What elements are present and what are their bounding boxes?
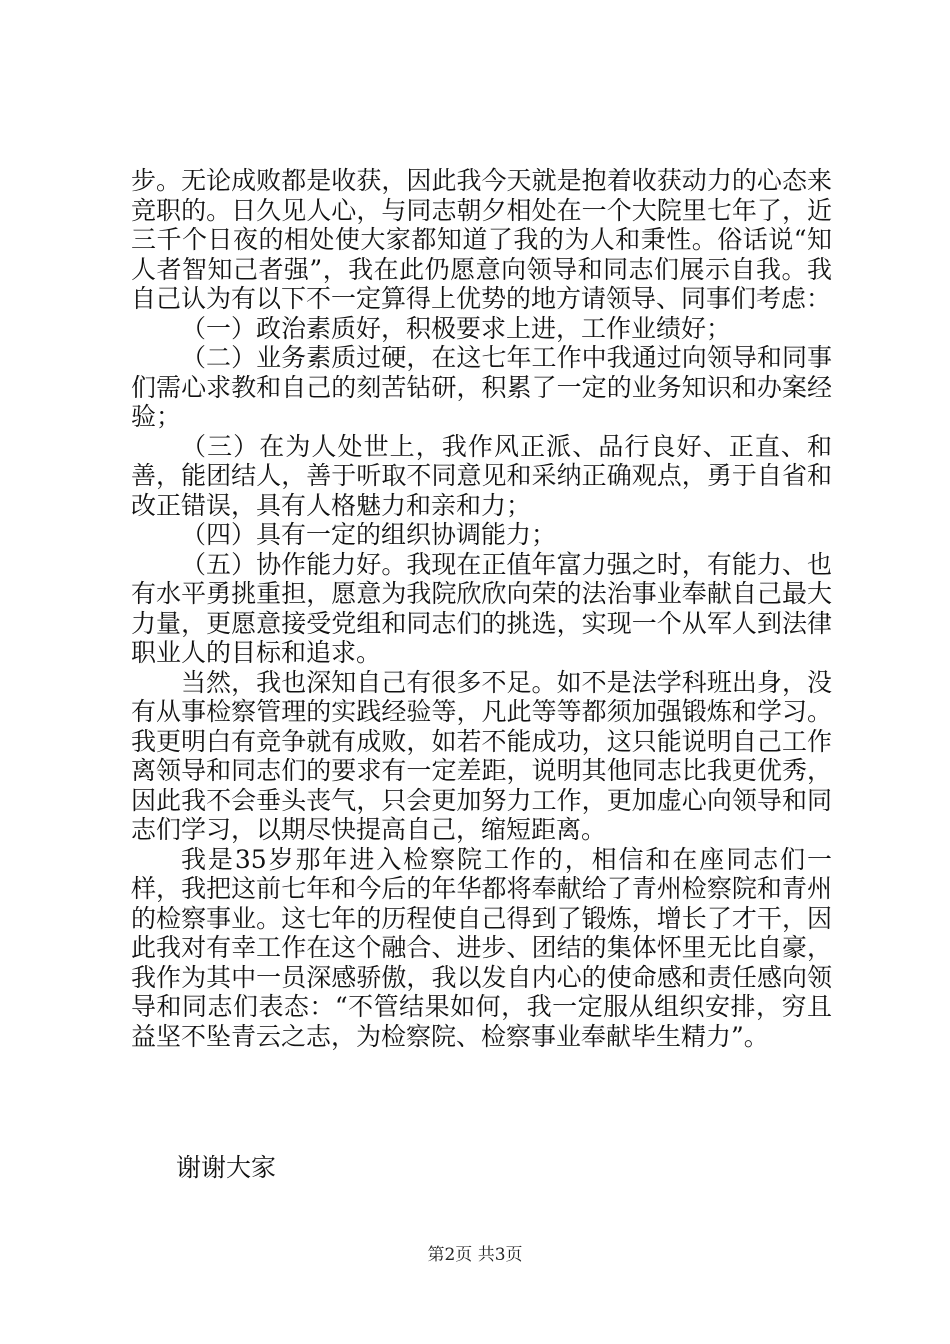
paragraph-item-2: （二）业务素质过硬，在这七年工作中我通过向领导和同事们需心求教和自己的刻苦钻研，积累了一定的业务知识和办案经验； xyxy=(131,343,832,431)
paragraph-continuation: 步。无论成败都是收获，因此我今天就是抱着收获动力的心态来竞职的。日久见人心，与同志朝夕相处在一个大院里七年了，近三千个日夜的相处使大家都知道了我的为人和秉性。俗话说“知人者智知己者强”，我在此仍愿意向领导和同志们展示自我。我自己认为有以下不一定算得上优势的地方请领导、同事们考虑： xyxy=(131,166,832,313)
paragraph-item-1: （一）政治素质好，积极要求上进，工作业绩好； xyxy=(181,313,732,343)
paragraph-pledge: 我是35岁那年进入检察院工作的，相信和在座同志们一样，我把这前七年和今后的年华都将奉献给了青州检察院和青州的检察事业。这七年的历程使自己得到了锻炼，增长了才干，因此我对有幸工作在这个融合、进步、团结的集体怀里无比自豪，我作为其中一员深感骄傲，我以发自内心的使命感和责任感向领导和同志们表态：“不管结果如何，我一定服从组织安排，穷且益坚不坠青云之志，为检察院、检察事业奉献毕生精力”。 xyxy=(131,844,832,1051)
paragraph-item-4: （四）具有一定的组织协调能力； xyxy=(181,520,557,549)
closing-thanks: 谢谢大家 xyxy=(176,1153,277,1182)
page-footer: 第2页 共3页 xyxy=(427,1245,523,1265)
paragraph-shortcomings: 当然，我也深知自己有很多不足。如不是法学科班出身，没有从事检察管理的实践经验等，凡此等等都须加强锻炼和学习。我更明白有竞争就有成败，如若不能成功，这只能说明自己工作离领导和同志们的要求有一定差距，说明其他同志比我更优秀，因此我不会垂头丧气，只会更加努力工作，更加虚心向领导和同志们学习，以期尽快提高自己，缩短距离。 xyxy=(131,667,832,844)
paragraph-item-3: （三）在为人处世上，我作风正派、品行良好、正直、和善，能团结人，善于听取不同意见和采纳正确观点，勇于自省和改正错误，具有人格魅力和亲和力； xyxy=(131,431,832,520)
document-body xyxy=(131,166,832,1051)
paragraph-item-5: （五）协作能力好。我现在正值年富力强之时，有能力、也有水平勇挑重担，愿意为我院欣欣向荣的法治事业奉献自己最大力量，更愿意接受党组和同志们的挑选，实现一个从军人到法律职业人的目标和追求。 xyxy=(131,549,832,667)
